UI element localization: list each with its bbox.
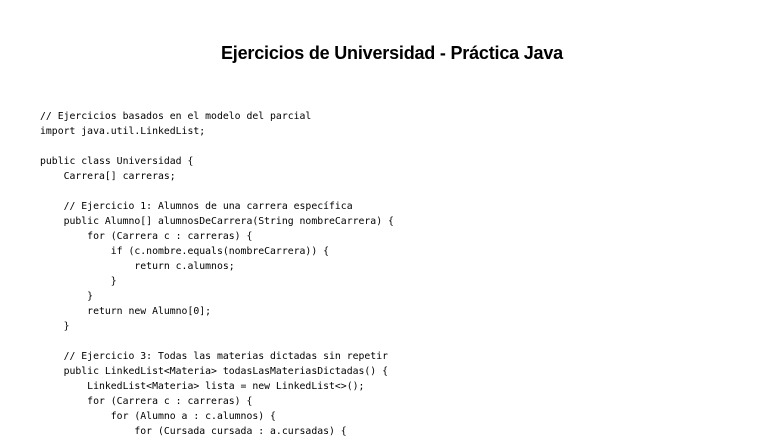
code-line: for (Cursada cursada : a.cursadas) { (40, 426, 347, 437)
code-line: } (40, 276, 117, 287)
code-line: public Alumno[] alumnosDeCarrera(String nombreCarrera) { (40, 216, 394, 227)
code-line: Carrera[] carreras; (40, 171, 176, 182)
code-line: public LinkedList<Materia> todasLasMateriasDictadas() { (40, 366, 388, 377)
code-line: // Ejercicio 3: Todas las materias dictadas sin repetir (40, 351, 388, 362)
code-line: for (Alumno a : c.alumnos) { (40, 411, 276, 422)
code-line: // Ejercicio 1: Alumnos de una carrera específica (40, 201, 353, 212)
code-line (40, 334, 394, 349)
code-line: for (Carrera c : carreras) { (40, 396, 253, 407)
code-line: if (c.nombre.equals(nombreCarrera)) { (40, 246, 330, 257)
code-line: return new Alumno[0]; (40, 306, 212, 317)
code-line (40, 139, 394, 154)
code-line: LinkedList<Materia> lista = new LinkedList<>(); (40, 381, 365, 392)
code-line: // Ejercicios basados en el modelo del parcial (40, 111, 312, 122)
code-line: public class Universidad { (40, 156, 194, 167)
code-line: } (40, 321, 70, 332)
document-title: Ejercicios de Universidad - Práctica Java (221, 43, 563, 63)
code-line (40, 184, 394, 199)
code-line: } (40, 291, 94, 302)
code-block (40, 109, 394, 439)
code-line: import java.util.LinkedList; (40, 126, 206, 137)
code-line: for (Carrera c : carreras) { (40, 231, 253, 242)
code-line: return c.alumnos; (40, 261, 235, 272)
